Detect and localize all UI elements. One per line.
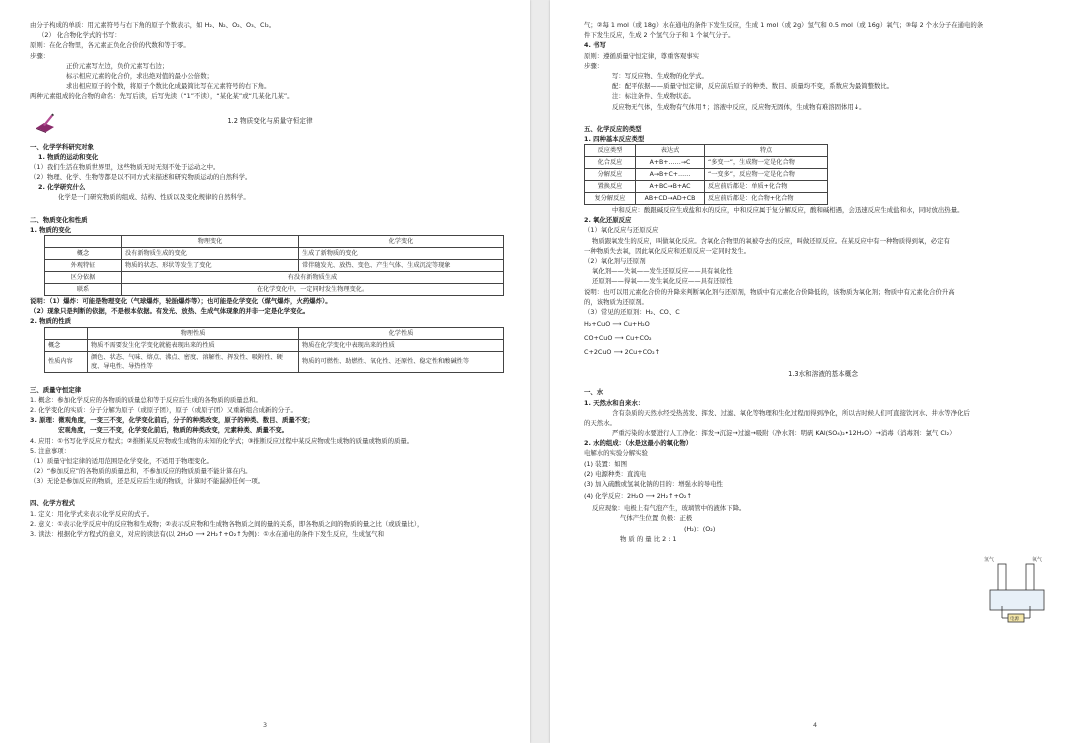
- table-cell: 生成了新物质的变化: [299, 248, 504, 260]
- text-line: 一种物质失去氧，因此氧化反应和还原反应一定同时发生。: [584, 246, 751, 255]
- table-row: [45, 248, 504, 260]
- text-line: 4. 应用：①书写化学反应方程式；②推断某反应物或生成物的未知的化学式；③推断反应过程中某反应物或生成物的质量或物质的质量。: [30, 436, 414, 445]
- table-cell: 有没有新物质生成: [122, 272, 504, 284]
- text-line: 3. 原理：微观角度，一变三不变，化学变化前后，分子的种类改变，原子的种类、数目、质量不变；: [30, 416, 314, 425]
- table-header: 表达式: [636, 145, 705, 157]
- text-line: (2) 电源种类：直流电: [584, 469, 647, 478]
- heading: 五、化学反应的类型: [584, 124, 642, 133]
- table-row: [45, 351, 504, 372]
- table-cell: A+B+……→C: [636, 157, 705, 169]
- text-line: 的，该物质为还原剂。: [584, 297, 648, 306]
- table-cell: 复分解反应: [585, 193, 636, 205]
- page-3: [0, 0, 530, 743]
- table-cell: 物质在化学变化中表现出来的性质: [299, 339, 504, 351]
- subheading: 2. 物质的性质: [30, 317, 72, 326]
- text-line: 原则：遵循质量守恒定律，尊重客观事实: [584, 51, 700, 60]
- text-line: 正价元素写左边，负价元素写右边；: [66, 61, 169, 70]
- text-line: 气；②每 1 mol（或 18g）水在通电的条件下发生反应，生成 1 mol（或 2g）氢气和 0.5 mol（或 16g）氧气；③每 2 个水分子在通电的条: [584, 21, 984, 29]
- reaction-type-table: [584, 144, 828, 205]
- subheading: 2. 化学研究什么: [38, 183, 86, 192]
- equation: CO+CuO ⟶ Cu+CO₂: [584, 334, 652, 343]
- text-line: (3) 加入硫酸或氢氧化钠的目的：增强水的导电性: [584, 480, 723, 489]
- text-line: 两种元素组成的化合物的命名：先写后读，后写先读（“1”不读），“某化某”或“几某化几某”。: [30, 92, 294, 101]
- text-line: （3）无论是参加反应的物质，还是反应后生成的物质，计算时不能漏掉任何一项。: [30, 477, 265, 486]
- section-title: 1.2 物质变化与质量守恒定律: [227, 116, 313, 125]
- change-table: [44, 235, 504, 296]
- table-header: 物理变化: [122, 236, 299, 248]
- text-line: 步骤：: [584, 61, 604, 70]
- heading: 二、物质变化和性质: [30, 215, 88, 224]
- subheading: 2. 氧化还原反应: [584, 216, 632, 225]
- table-cell: 性质内容: [45, 351, 88, 372]
- heading: 一、水: [584, 388, 604, 397]
- table-row: [585, 169, 828, 181]
- table-row: [585, 193, 828, 205]
- text-line: （3）常见的还原剂：H₂、CO、C: [584, 307, 680, 316]
- text-line: 电解水的实验分解实验: [584, 449, 648, 458]
- text-line: （2）物理、化学、生物等都是以不同方式来描述和研究物质运动的自然科学。: [30, 173, 252, 182]
- subheading: 2. 水的组成：（水是这最小的氧化物）: [584, 439, 693, 448]
- table-cell: [45, 327, 88, 339]
- heading: 一、化学学科研究对象: [30, 142, 94, 151]
- text-line: 3. 读法：根据化学方程式的意义，对应的读法有(以 2H₂O ⟶ 2H₂↑+O₂↑为例)：①水在通电的条件下发生反应，生成氢气和: [30, 530, 385, 538]
- section-title: 1.3水和溶液的基本概念: [788, 370, 858, 379]
- apparatus-label: 氢气: [984, 557, 995, 563]
- equation: H₂+CuO ⟶ Cu+H₂O: [584, 320, 650, 329]
- table-cell: 常伴随发光、放热、变色、产生气体、生成沉淀等现象: [299, 260, 504, 272]
- heading: 三、质量守恒定律: [30, 385, 82, 394]
- page-4-content: [584, 20, 1062, 544]
- note-line: （2）现象只是判断的依据，不是根本依据。有发光、放热、生成气体现象的并非一定是化学变化。: [30, 307, 310, 316]
- table-header: 反应类型: [585, 145, 636, 157]
- text-line: 物 质 的 量 比 2 : 1: [620, 534, 677, 543]
- subheading: 1. 物质的变化: [30, 225, 72, 234]
- table-row: [45, 260, 504, 272]
- text-line: 由分子构成的单质：用元素符号与右下角的原子个数表示，如 H₂、N₂、O₂、O₃、Cl₂。: [30, 21, 276, 29]
- text-line: 物质跟氧发生的反应，叫做氧化反应。含氧化合物里的氧被夺去的反应，叫做还原反应。在某反应中有一种物质得到氧，必定有: [592, 236, 950, 245]
- text-line: （2）“参加反应”的各物质的质量总和，不参加反应的物质质量不能计算在内。: [30, 467, 252, 476]
- text-line: 还原剂——得氧——发生氧化反应——具有还原性: [592, 277, 733, 286]
- table-cell: 化合反应: [585, 157, 636, 169]
- table-cell: 概念: [45, 248, 122, 260]
- text-line: （2） 化合物化学式的书写：: [38, 31, 121, 40]
- table-cell: 区分依据: [45, 272, 122, 284]
- table-header: 化学变化: [299, 236, 504, 248]
- text-line: 配：配平依据——质量守恒定律，反应前后原子的种类、数目、质量均不变，系数应为最简整数比。: [612, 82, 894, 91]
- table-cell: 反应前后都是：单质+化合物: [705, 181, 828, 193]
- subheading: 4. 书写: [584, 41, 606, 50]
- equation: (4) 化学反应：2H₂O ⟶ 2H₂↑+O₂↑: [584, 492, 692, 501]
- text-line: 反应现象：电极上有气泡产生，玻璃管中的液体下降。: [592, 504, 746, 513]
- text-line: 1. 概念：参加化学反应的各物质的质量总和等于反应后生成的各物质的质量总和。: [30, 395, 262, 404]
- subheading: 1. 天然水和自来水：: [584, 398, 645, 407]
- text-line: 5. 注意事项：: [30, 446, 71, 455]
- page-number: 3: [262, 721, 268, 729]
- text-line: 说明：也可以用元素化合价的升降来判断氧化剂与还原剂，物质中有元素化合价降低的，该物质为氧化剂；物质中有元素化合价升高: [584, 287, 955, 296]
- table-header: 特点: [705, 145, 828, 157]
- text-line: 2. 意义：①表示化学反应中的反应物和生成物；②表示反应物和生成物各物质之间的量的关系，即各物质之间的物质的量之比（或质量比），: [30, 519, 424, 528]
- table-cell: 外观特征: [45, 260, 122, 272]
- page-3-content: [30, 20, 510, 539]
- table-header: 化学性质: [299, 327, 504, 339]
- table-row: [585, 157, 828, 169]
- text-line: 气体产生位置 负极：正极: [620, 514, 693, 523]
- heading: 四、化学方程式: [30, 499, 75, 508]
- page-number: 4: [812, 721, 818, 729]
- table-cell: 物质的状态、形状等发生了变化: [122, 260, 299, 272]
- table-row: [45, 284, 504, 296]
- text-line: 求出相应原子的个数，将原子个数比化成最简比写在元素符号的右下角。: [66, 82, 271, 91]
- text-line: 标示相应元素的化合价，求出绝对值的最小公倍数；: [66, 71, 213, 80]
- table-cell: AB+CD→AD+CB: [636, 193, 705, 205]
- text-line: （1）氧化反应与还原反应: [584, 226, 659, 235]
- text-line: (H₂)：(O₂): [684, 524, 716, 533]
- text-line: 化学是一门研究物质的组成、结构、性质以及变化规律的自然科学。: [58, 193, 250, 202]
- table-cell: A+BC→B+AC: [636, 181, 705, 193]
- table-cell: “多变一”，生成物一定是化合物: [705, 157, 828, 169]
- text-line: 步骤：: [30, 51, 50, 60]
- table-cell: [45, 236, 122, 248]
- apparatus-label: 电源: [1010, 617, 1019, 622]
- table-cell: A→B+C+……: [636, 169, 705, 181]
- text-line: 中和反应：酸跟碱反应生成盐和水的反应，中和反应属于复分解反应，酸和碱相遇，会迅速反应生成盐和水，同时放出热量。: [612, 206, 964, 215]
- text-line: 原则：在化合物里，各元素正负化合价的代数和等于零。: [30, 41, 190, 50]
- table-row: [45, 272, 504, 284]
- table-cell: 分解反应: [585, 169, 636, 181]
- table-cell: 没有新物质生成的变化: [122, 248, 299, 260]
- text-line: 2. 化学变化的实质：分子分解为原子（或原子团），原子（或原子团）又重新组合成新的分子。: [30, 405, 297, 414]
- electrolysis-apparatus-figure: [976, 554, 1062, 632]
- text-line: 严重污染的水要进行人工净化：挥发→沉淀→过滤→吸附（净水剂：明矾 KAl(SO₄)₂•12H₂O）→消毒（消毒剂：氯气 Cl₂）: [612, 429, 956, 438]
- text-line: 注：标注条件、生成物状态。: [612, 92, 696, 101]
- table-cell: 反应前后都是：化合物+化合物: [705, 193, 828, 205]
- table-cell: 物质不需要发生化学变化就能表现出来的性质: [88, 339, 299, 351]
- text-line: 的天然水。: [584, 418, 616, 427]
- note-line: 说明：（1）爆炸：可能是物理变化（气球爆炸，轮胎爆炸等）；也可能是化学变化（煤气爆炸，火药爆炸）。: [30, 297, 332, 305]
- text-line: (1) 装置：如图: [584, 459, 628, 468]
- table-cell: 概念: [45, 339, 88, 351]
- table-row: [585, 181, 828, 193]
- text-line: 件下发生反应，生成 2 个氢气分子和 1 个氧气分子。: [584, 31, 735, 40]
- text-line: 宏观角度，一变三不变，化学变化前后，物质的种类改变，元素种类、质量不变。: [58, 426, 289, 435]
- text-line: 氧化剂——失氧——发生还原反应——具有氧化性: [592, 267, 733, 276]
- text-line: 反应物无气体，生成物有气体用↑；溶液中反应，反应物无固体，生成物有难溶固体用↓。: [612, 102, 866, 111]
- text-line: 1. 定义：用化学式来表示化学反应的式子。: [30, 509, 154, 518]
- table-cell: 颜色、状态、气味、熔点、沸点、密度、溶解性、挥发性、吸附性、硬度、导电性、导热性等: [88, 351, 299, 372]
- subheading: 1. 四种基本反应类型: [584, 134, 645, 143]
- table-cell: 在化学变化中，一定同时发生物理变化。: [122, 284, 504, 296]
- property-table: [44, 327, 504, 373]
- text-line: （1）我们生活在物质世界里，这些物质无时无刻不处于运动之中。: [30, 162, 220, 171]
- table-cell: 置换反应: [585, 181, 636, 193]
- table-cell: “一变多”，反应物一定是化合物: [705, 169, 828, 181]
- table-row: [45, 339, 504, 351]
- text-line: 写：写反应物、生成物的化学式。: [612, 71, 708, 80]
- section-header: [30, 110, 510, 138]
- text-line: （1）质量守恒定律的适用范围是化学变化，不适用于物理变化。: [30, 456, 214, 465]
- text-line: （2）氧化剂与还原剂: [584, 257, 646, 265]
- table-header: 物理性质: [88, 327, 299, 339]
- text-line: 含有杂质的天然水经受热蒸发、挥发、过滤、氧化等物理和生化过程而得到净化，所以古时候人们可直接饮河水、井水等净化后: [612, 408, 970, 417]
- equation: C+2CuO ⟶ 2Cu+CO₂↑: [584, 348, 660, 357]
- page-4: [550, 0, 1080, 743]
- table-cell: 联系: [45, 284, 122, 296]
- subheading: 1. 物质的运动和变化: [38, 152, 99, 161]
- apparatus-label: 氧气: [1032, 557, 1043, 563]
- table-cell: 物质的可燃性、助燃性、氧化性、还原性、稳定性和酸碱性等: [299, 351, 504, 372]
